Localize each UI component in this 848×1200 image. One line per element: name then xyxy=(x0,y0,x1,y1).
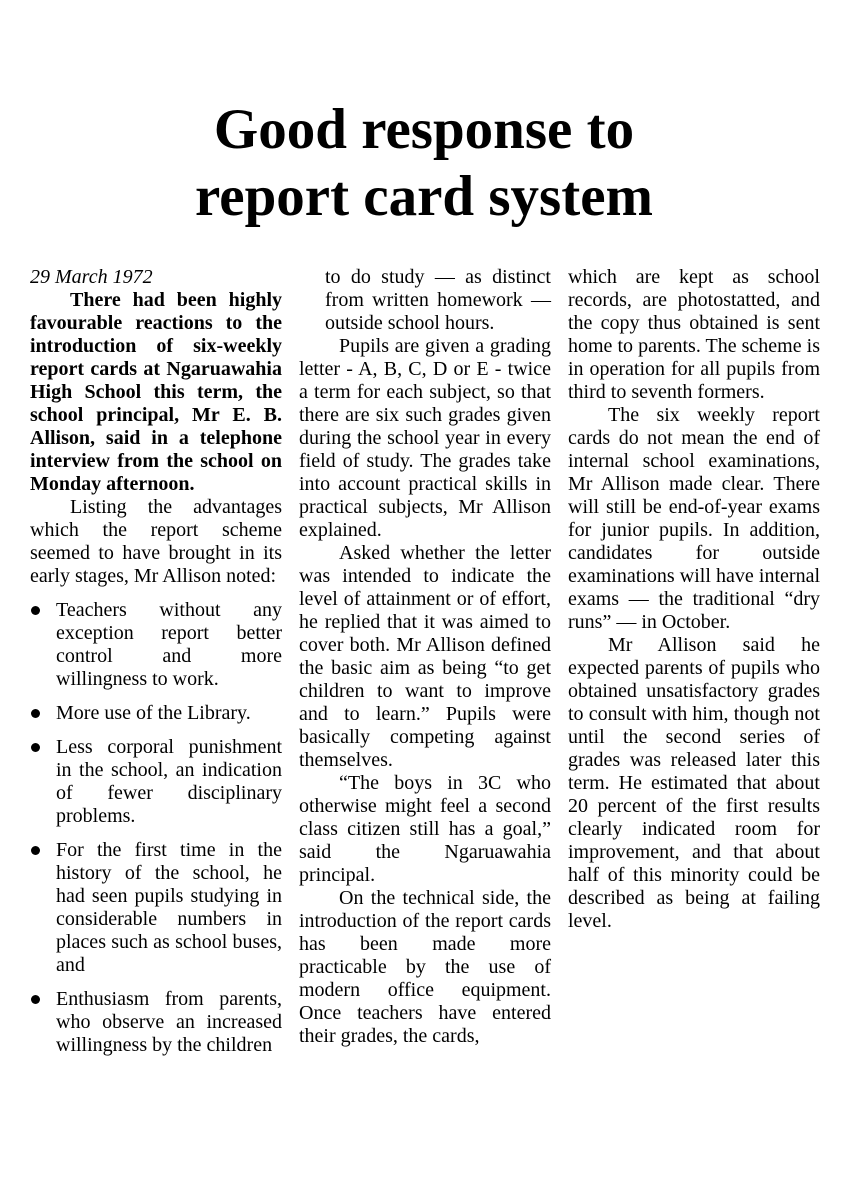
bullet-icon xyxy=(31,995,40,1004)
bullet-icon xyxy=(31,709,40,718)
bullet-item-punishment xyxy=(30,736,282,828)
bullet-text: More use of the Library. xyxy=(56,702,251,724)
article-columns xyxy=(0,266,848,1057)
paragraph-technical-side: On the technical side, the introduction of the report cards has been made more practicable by the use of modern office equipment. Once teachers have entered their grades, the cards, xyxy=(299,887,551,1047)
bullet-text: Less corporal punishment in the school, an indication of fewer disciplinary problems. xyxy=(56,736,282,827)
lead-paragraph: There had been highly favourable reactions to the introduction of six-weekly report cards at Ngaruawahia High School this term, the school principal, Mr E. B. Allison, said in a telephone interview from the school on Monday afternoon. xyxy=(30,289,282,495)
headline-line-2: report card system xyxy=(195,165,653,228)
bullet-text: Teachers without any exception report better control and more willingness to work. xyxy=(56,599,282,690)
bullet-icon xyxy=(31,743,40,752)
continuation-paragraph: which are kept as school records, are photostatted, and the copy thus obtained is sent home to parents. The scheme is in operation for all pupils from third to seventh formers. xyxy=(568,266,820,403)
paragraph-parent-consultation: Mr Allison said he expected parents of pupils who obtained unsatisfactory grades to consult with him, though not until the second series of grades was released later this term. He estimated that about 20 percent of the first results clearly indicated room for improvement, and that about half of this minority could be described as being at failing level. xyxy=(568,634,820,932)
paragraph-boys-3c-quote: “The boys in 3C who otherwise might feel a second class citizen still has a goal,” said the Ngaruawahia principal. xyxy=(299,772,551,886)
headline-line-1: Good response to xyxy=(213,98,635,161)
bullet-item-teachers xyxy=(30,599,282,691)
column-1 xyxy=(30,266,282,1057)
bullet-continuation-paragraph: to do study — as distinct from written homework — outside school hours. xyxy=(325,266,551,334)
bullet-item-library xyxy=(30,702,282,725)
listing-intro-paragraph: Listing the advantages which the report scheme seemed to have brought in its early stages, Mr Allison noted: xyxy=(30,496,282,587)
bullet-text: For the first time in the history of the school, he had seen pupils studying in considerable numbers in places such as school buses, and xyxy=(56,839,282,976)
dateline: 29 March 1972 xyxy=(30,266,153,288)
column-3 xyxy=(568,266,820,1057)
bullet-item-enthusiasm xyxy=(30,988,282,1057)
headline xyxy=(0,0,848,230)
paragraph-attainment-effort: Asked whether the letter was intended to indicate the level of attainment or of effort, he replied that it was aimed to cover both. Mr Allison defined the basic aim as being “to get children to want to improve and to learn.” Pupils were basically competing against themselves. xyxy=(299,542,551,771)
bullet-text: Enthusiasm from parents, who observe an increased willingness by the children xyxy=(56,988,282,1056)
bullet-item-studying xyxy=(30,839,282,977)
paragraph-examinations: The six weekly report cards do not mean the end of internal school examinations, Mr Allison made clear. There will still be end-of-year exams for junior pupils. In addition, candidates for outside examinations will have internal exams — the traditional “dry runs” — in October. xyxy=(568,404,820,633)
column-2 xyxy=(299,266,551,1057)
paragraph-grading-letters: Pupils are given a grading letter - A, B, C, D or E - twice a term for each subject, so that there are six such grades given during the school year in every field of study. The grades take into account practical skills in practical subjects, Mr Allison explained. xyxy=(299,335,551,541)
bullet-icon xyxy=(31,846,40,855)
bullet-icon xyxy=(31,606,40,615)
